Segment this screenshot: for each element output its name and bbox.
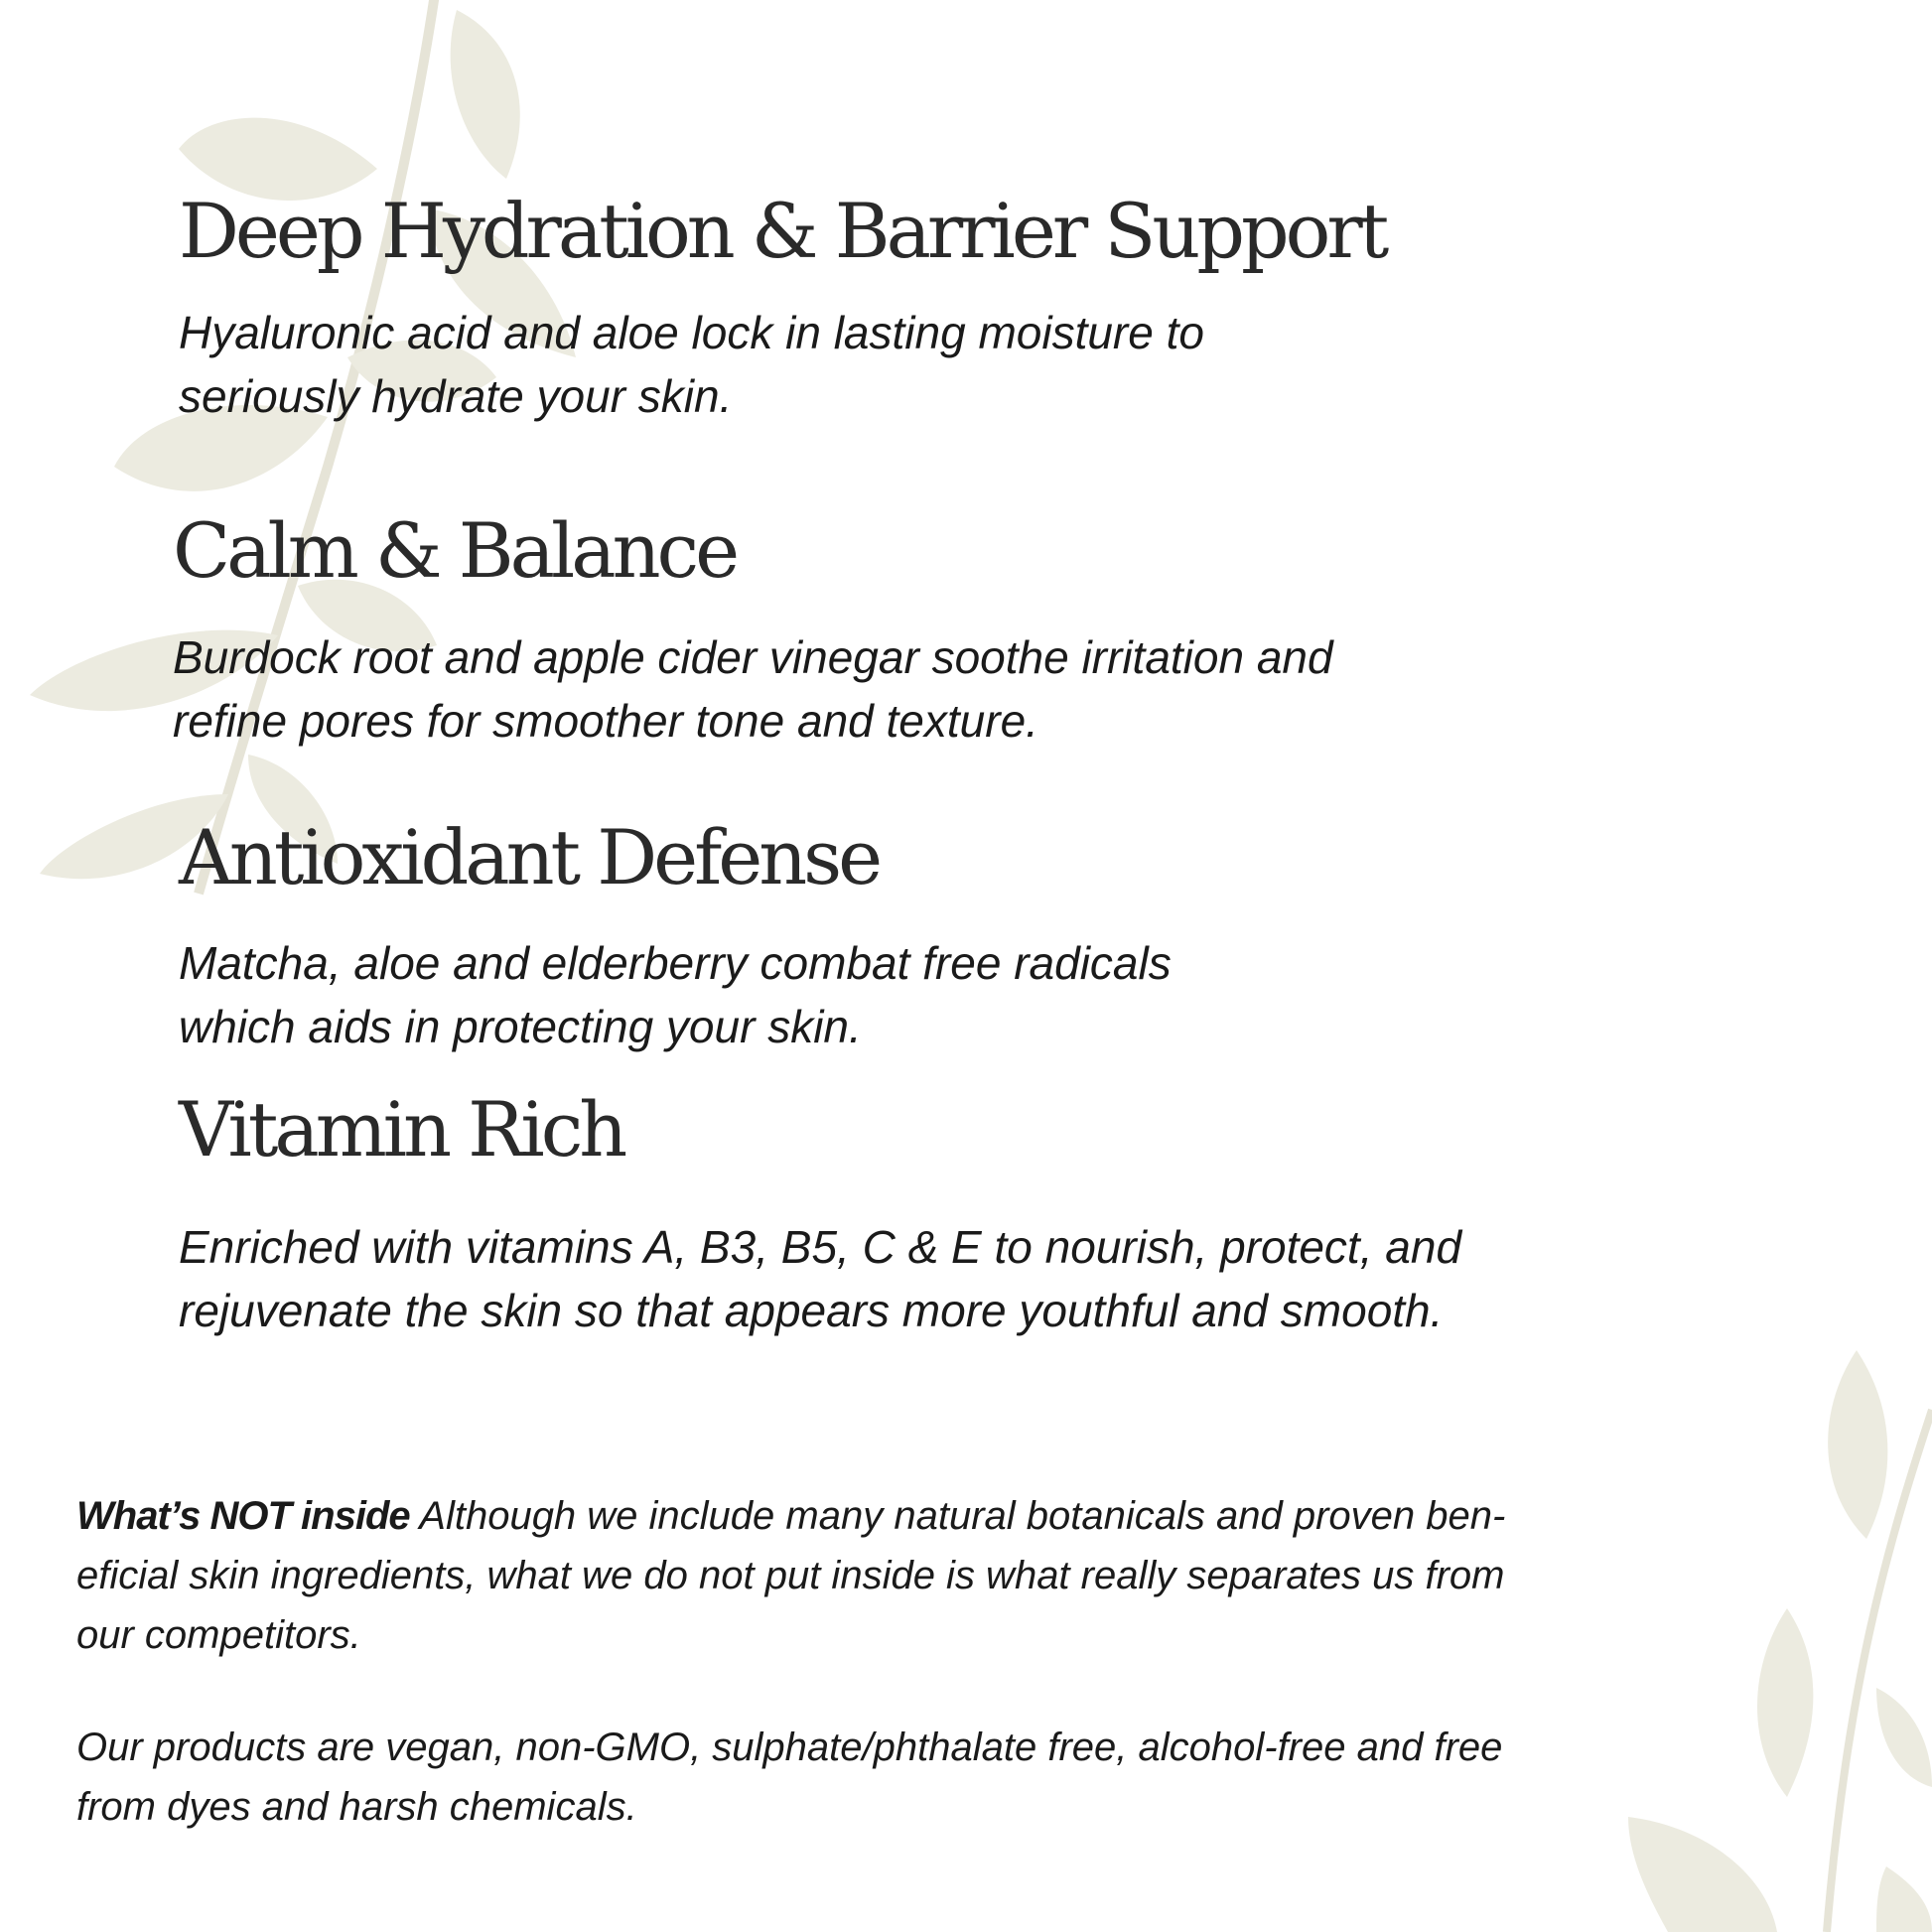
feature-title: Vitamin Rich <box>179 1085 624 1173</box>
feature-description <box>173 625 1722 753</box>
not-inside-text: our competitors. <box>76 1613 361 1657</box>
feature-description-line: Enriched with vitamins A, B3, B5, C & E to nourish, protect, and <box>179 1221 1462 1273</box>
not-inside-text: eficial skin ingredients, what we do not put inside is what really separates us from <box>76 1554 1505 1597</box>
feature-description <box>179 1215 1727 1342</box>
feature-antioxidant-defense <box>179 813 1727 1058</box>
free-from-text: from dyes and harsh chemicals. <box>76 1785 637 1829</box>
feature-description-line: rejuvenate the skin so that appears more youthful and smooth. <box>179 1285 1444 1336</box>
feature-description <box>179 301 1727 428</box>
feature-description-line: Hyaluronic acid and aloe lock in lasting moisture to <box>179 307 1204 358</box>
not-inside-heading: What’s NOT inside <box>76 1494 410 1538</box>
feature-vitamin-rich <box>179 1085 1727 1342</box>
feature-description-line: Burdock root and apple cider vinegar soothe irritation and <box>173 631 1333 683</box>
free-from-text: Our products are vegan, non-GMO, sulphate/phthalate free, alcohol-free and free <box>76 1725 1503 1769</box>
feature-description <box>179 931 1727 1058</box>
feature-deep-hydration <box>179 187 1727 428</box>
not-inside-text: Although we include many natural botanicals and proven ben- <box>409 1494 1506 1538</box>
feature-calm-balance <box>173 506 1722 753</box>
feature-description-line: which aids in protecting your skin. <box>179 1001 862 1052</box>
feature-description-line: Matcha, aloe and elderberry combat free radicals <box>179 937 1172 989</box>
not-inside-note <box>76 1486 1863 1665</box>
feature-description-line: seriously hydrate your skin. <box>179 370 733 422</box>
feature-title: Antioxidant Defense <box>179 813 880 901</box>
feature-description-line: refine pores for smoother tone and texture. <box>173 695 1038 747</box>
free-from-note <box>76 1718 1863 1837</box>
feature-title: Deep Hydration & Barrier Support <box>179 187 1386 275</box>
feature-title: Calm & Balance <box>173 506 737 595</box>
